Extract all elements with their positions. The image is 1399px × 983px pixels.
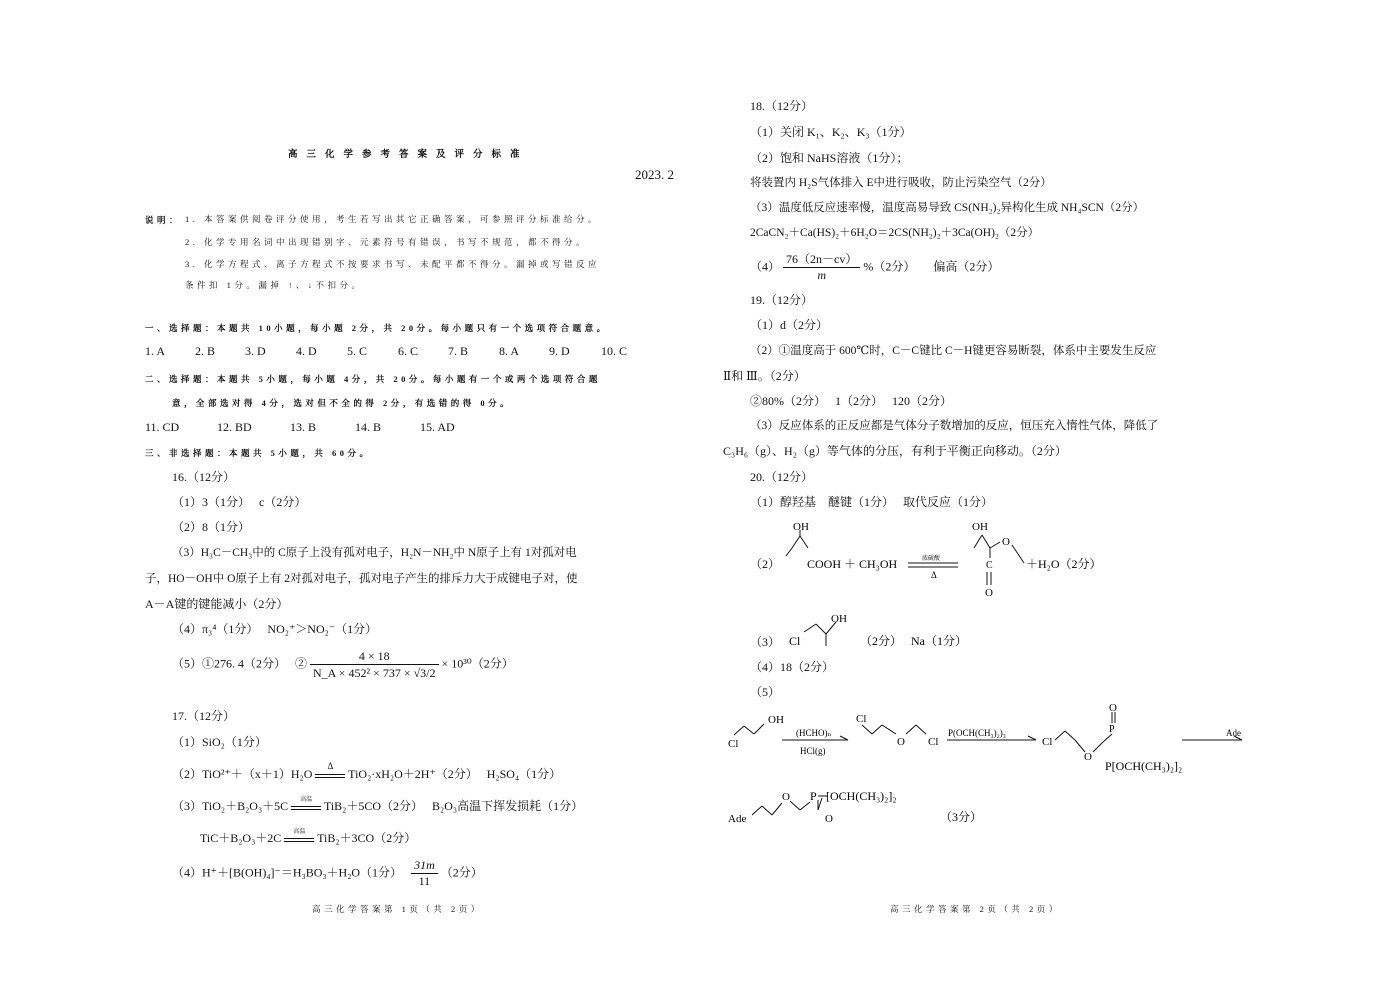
q19-head: 19.（12分）	[750, 293, 814, 307]
q20-cond-bot: Δ	[931, 570, 937, 580]
note-3: 3. 化学方程式、离子方程式不按要求书写、未配平都不得分。漏掉或写错反应	[185, 259, 601, 269]
q16-part2: （2）8（1分）	[172, 520, 251, 534]
note-1: 1. 本答案供阅卷评分使用，考生若写出其它正确答案，可参照评分标准给分。	[185, 214, 601, 224]
q16-part5-tail: × 10³⁰（2分）	[441, 656, 514, 671]
answer-4: 4. D	[296, 344, 317, 358]
q19-part3: （3）反应体系的正反应都是气体分子数增加的反应，恒压充入惰性气体，降低了	[750, 420, 1159, 432]
route-cl-1: Cl	[728, 738, 739, 750]
route-cond1-top: (HCHO)ₙ	[796, 728, 832, 738]
page2-footer: 高三化学答案第 2页（共 2页）	[890, 904, 1061, 914]
q18-part4-denominator: m	[817, 268, 827, 282]
q16-part5-numerator: 4 × 18	[310, 648, 439, 665]
section2-header: 二、选择题：本题共 5小题，每小题 4分，共 20分。每小题有一个或两个选项符合题	[145, 374, 601, 384]
q20-part1: （1）醇羟基 醚键（1分） 取代反应（1分）	[750, 495, 994, 509]
route-o-3: O	[782, 791, 790, 803]
answer-2: 2. B	[195, 344, 216, 358]
q17-part3-tail: TiB₂＋5CO（2分） B₂O₃高温下挥发损耗（1分）	[323, 799, 584, 813]
q17-part2-lead: （2）TiO²⁺＋（x＋1）H₂O	[172, 767, 313, 781]
route-o-2: O	[1084, 751, 1092, 763]
q19-part2-line2: Ⅱ和 Ⅲ。（2分）	[723, 369, 806, 383]
q17-part4	[172, 858, 483, 889]
answer-15: 15. AD	[420, 420, 455, 434]
route-cond2-top: P(OCH(CH₃)₂)₃	[948, 728, 1006, 738]
page-2	[700, 0, 1399, 983]
route-cond1-bot: HCl(g)	[800, 746, 826, 756]
q16-part5-fraction	[310, 648, 439, 681]
page1-footer: 高三化学答案第 1页（共 2页）	[312, 904, 483, 914]
q20-oh-1: OH	[793, 521, 809, 533]
q20-part3-cl: Cl	[789, 634, 801, 648]
q20-part4: （4）18（2分）	[750, 660, 835, 674]
route-o-4: O	[825, 813, 833, 825]
q16-part1: （1）3（1分） c（2分）	[172, 495, 307, 509]
q18-part2: （2）饱和 NaHS溶液（1分）；	[750, 151, 909, 165]
answer-5: 5. C	[347, 344, 368, 358]
answer-8: 8. A	[499, 344, 520, 358]
answer-11: 11. CD	[145, 420, 180, 434]
answer-3: 3. D	[245, 344, 266, 358]
q16-head: 16.（12分）	[172, 470, 236, 484]
q18-part3: （3）温度低反应速率慢，温度高易导致 CS(NH₂)₂异构化生成 NH₄SCN（2分）	[750, 202, 1145, 214]
q18-part1: （1）关闭 K₁、K₂、K₃（1分）	[750, 125, 912, 139]
route-p-group-2: [OCH(CH₃)₂]₂	[826, 789, 897, 803]
q18-part4-numerator: 76（2n－cv）	[783, 252, 860, 268]
q20-part3-oh: OH	[831, 613, 847, 625]
answer-7: 7. B	[448, 344, 469, 358]
answer-14: 14. B	[355, 420, 382, 434]
route-score: （3分）	[940, 810, 983, 824]
route-p-group: P[OCH(CH₃)₂]₂	[1105, 759, 1183, 773]
high-temp-label: 高温	[300, 797, 313, 803]
q20-carbonyl-o: O	[985, 587, 993, 599]
q20-oh-2: OH	[972, 521, 988, 533]
q19-part2: （2）①温度高于 600℃时，C－C键比 C－H键更容易断裂，体系中主要发生反应	[750, 345, 1157, 357]
answer-9: 9. D	[549, 344, 570, 358]
q19-part3-line2: C₃H₆（g）、H₂（g）等气体的分压，有利于平衡正向移动。（2分）	[723, 444, 1067, 458]
q17-part4-lead: （4）H⁺＋[B(OH)₄]⁻＝H₃BO₃＋H₂O（1分）	[172, 865, 409, 880]
section2-header-cont: 意，全部选对得 4分，选对但不全的得 2分，有选错的得 0分。	[172, 398, 513, 408]
q17-part3-lead2: TiC＋B₂O₃＋2C	[200, 831, 282, 845]
route-ade: Ade	[728, 813, 747, 825]
notes-label: 说明：	[145, 215, 182, 225]
q17-part1: （1）SiO₂（1分）	[172, 735, 267, 749]
q17-part3-condition	[291, 797, 321, 810]
q18-head: 18.（12分）	[750, 99, 814, 113]
q17-part3-lead: （3）TiO₂＋B₂O₃＋5C	[172, 799, 289, 813]
q20-synthesis-route	[700, 0, 1399, 983]
q20-head: 20.（12分）	[750, 470, 814, 484]
q18-part3-line2: 2CaCN₂＋Ca(HS)₂＋6H₂O＝2CS(NH₂)₂＋3Ca(OH)₂（2分）	[750, 227, 1040, 239]
q16-part5-denominator: N_A × 452² × 737 × √3/2	[313, 666, 436, 680]
route-p-o: O	[1109, 702, 1117, 714]
q16-part4: （4）π₃⁴（1分） NO₂⁺＞NO₂⁻（1分）	[172, 622, 378, 636]
section3-header: 三、非选择题：本题共 5小题，共 60分。	[145, 448, 372, 458]
q20-part3-label: （3）	[750, 635, 781, 649]
q20-part3-tail: （2分） Na（1分）	[860, 634, 967, 648]
answer-6: 6. C	[398, 344, 419, 358]
route-cl-2: Cl	[856, 713, 867, 725]
route-oh: OH	[768, 714, 784, 726]
q20-ester-o: O	[1002, 536, 1010, 548]
answer-12: 12. BD	[217, 420, 252, 434]
q17-head: 17.（12分）	[172, 709, 236, 723]
q17-part3-line2	[200, 831, 416, 845]
q17-part3-tail2: TiB₂＋3CO（2分）	[317, 831, 417, 845]
section1-header: 一、选择题：本题共 10小题，每小题 2分，共 20分。每小题只有一个选项符合题意。	[145, 323, 609, 333]
q20-c: C	[986, 560, 993, 571]
q19-part1: （1）d（2分）	[750, 318, 829, 332]
answer-1: 1. A	[145, 344, 166, 358]
q17-part4-tail: （2分）	[440, 865, 483, 880]
route-p-2: P	[810, 789, 817, 803]
q17-part2-condition	[315, 761, 345, 778]
exam-date: 2023. 2	[635, 167, 674, 182]
q20-cooh: COOH ＋ CH₃OH	[807, 557, 898, 571]
route-cl-3: Cl	[928, 736, 939, 748]
answer-10: 10. C	[601, 344, 628, 358]
route-p: P	[1109, 724, 1115, 735]
q17-part4-fraction	[411, 858, 438, 889]
q20-part5: （5）	[750, 685, 781, 699]
answer-13: 13. B	[290, 420, 317, 434]
page-title: 高三化学参考答案及评分标准	[288, 150, 529, 160]
q17-part3-line1	[172, 799, 583, 813]
q16-part3-line2: 子，HO－OH中 O原子上有 2对孤对电子，孤对电子产生的排斥力大于成键电子对，使	[145, 573, 578, 585]
q20-part2-label: （2）	[750, 557, 781, 571]
q16-part5	[172, 648, 514, 681]
q17-part4-denominator: 11	[418, 874, 431, 888]
route-o: O	[897, 736, 905, 748]
q17-part3-condition2	[284, 829, 314, 842]
heat-symbol: Δ	[327, 761, 334, 771]
q17-part2-tail: TiO₂·xH₂O＋2H⁺（2分） H₂SO₄（1分）	[348, 767, 562, 781]
q20-part2-tail: ＋H₂O（2分）	[1026, 557, 1102, 571]
note-4: 条件扣 1分。漏掉 ↑、↓不扣分。	[185, 280, 364, 290]
q16-part5-lead: （5）①276. 4（2分） ②	[172, 656, 308, 671]
route-cond3-top: Ade	[1226, 728, 1241, 738]
q18-part4-lead: （4）	[750, 259, 781, 274]
q18-part2-line2: 将装置内 H₂S气体排入 E中进行吸收，防止污染空气（2分）	[750, 177, 1052, 189]
q18-part4-tail: %（2分） 偏高（2分）	[863, 259, 1000, 274]
route-cl-4: Cl	[1042, 736, 1053, 748]
q17-part2	[172, 761, 562, 781]
high-temp-label-2: 高温	[293, 829, 306, 835]
q17-part4-numerator: 31m	[411, 858, 438, 874]
note-2: 2. 化学专用名词中出现错别字、元素符号有错误，书写不规范，都不得分。	[185, 237, 589, 247]
q16-part3-line3: A－A键的键能减小（2分）	[145, 597, 289, 611]
q16-part3-line1: （3）H₃C－CH₃中的 C原子上没有孤对电子，H₂N－NH₂中 N原子上有 1对孤对电	[172, 547, 577, 559]
q19-part2-line3: ②80%（2分） 1（2分） 120（2分）	[750, 394, 952, 408]
q20-cond-top: 浓硫酸	[922, 556, 941, 562]
